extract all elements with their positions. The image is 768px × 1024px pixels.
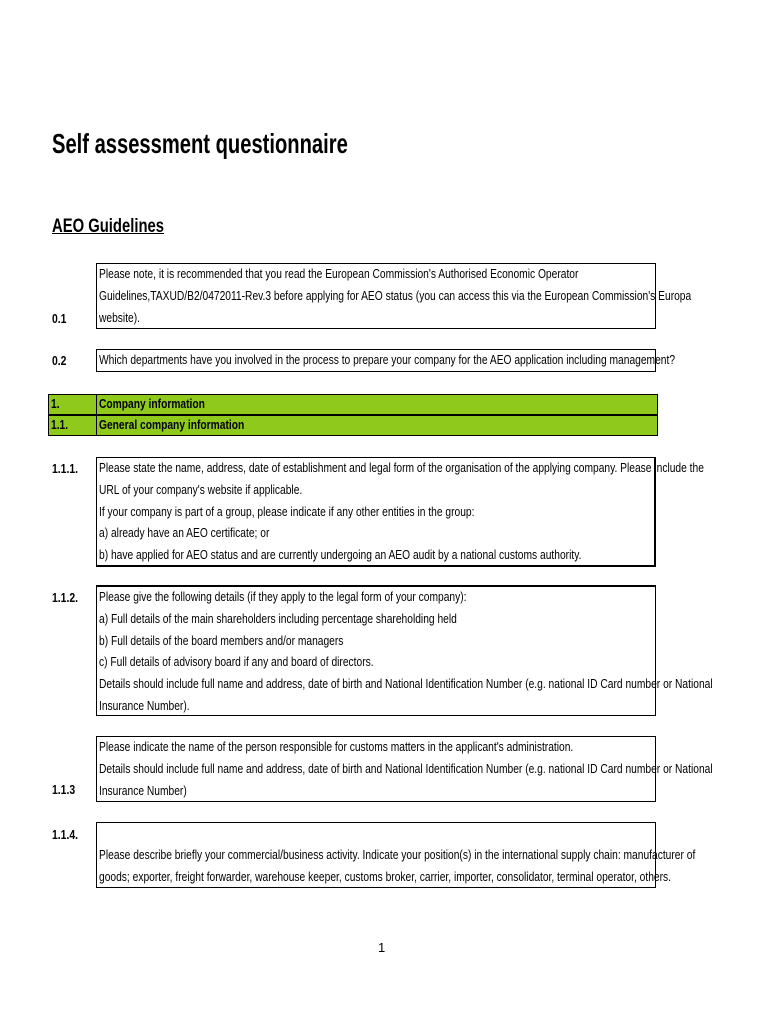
question-text: Guidelines,TAXUD/B2/0472011-Rev.3 before applying for AEO status (you can access this via the European Commission's Europa [99, 288, 692, 303]
question-text: Insurance Number). [99, 698, 190, 713]
question-number: 0.2 [52, 353, 67, 368]
question-box [96, 349, 676, 372]
section-row-number: 1. [49, 395, 97, 414]
document-title: Self assessment questionnaire [52, 128, 348, 159]
question-number: 0.1 [52, 311, 67, 326]
question-text: goods; exporter, freight forwarder, warehouse keeper, customs broker, carrier, importer, consolidator, terminal operator, others. [99, 869, 672, 884]
section-row-label: Company information [99, 397, 205, 411]
question-number: 1.1.2. [52, 590, 79, 605]
question-text: If your company is part of a group, please indicate if any other entities in the group: [99, 504, 475, 519]
question-text: website). [99, 310, 141, 325]
question-text: a) Full details of the main shareholders including percentage shareholding held [99, 611, 457, 626]
question-text: c) Full details of advisory board if any and board of directors. [99, 655, 374, 670]
question-text: b) Full details of the board members and/or managers [99, 633, 344, 648]
page-number: 1 [378, 940, 386, 955]
section-row-number: 1.1. [49, 416, 97, 435]
question-number: 1.1.3 [52, 782, 76, 797]
question-number: 1.1.1. [52, 461, 79, 476]
question-text: Insurance Number) [99, 783, 187, 798]
question-text: a) already have an AEO certificate; or [99, 526, 270, 541]
question-text: Please describe briefly your commercial/business activity. Indicate your position(s) in the international supply chain: manufacturer of [99, 847, 696, 862]
question-text [99, 823, 553, 845]
question-text: Please indicate the name of the person responsible for customs matters in the applicant's administration. [99, 740, 574, 754]
section-heading: AEO Guidelines [52, 216, 165, 237]
section-row-general-company-information [48, 415, 658, 436]
question-box [96, 736, 713, 802]
section-row-label: General company information [99, 418, 245, 432]
question-number: 1.1.4. [52, 827, 79, 842]
question-box [96, 585, 713, 716]
section-row-company-information [48, 394, 658, 415]
question-text: Which departments have you involved in the process to prepare your company for the AEO application including management? [99, 353, 676, 367]
question-box [96, 822, 696, 888]
question-text: Details should include full name and address, date of birth and National Identification Number (e.g. national ID Card number or National [99, 677, 713, 692]
question-text: b) have applied for AEO status and are currently undergoing an AEO audit by a national customs authority. [99, 548, 582, 563]
question-text: Please note, it is recommended that you read the European Commission's Authorised Economic Operator [99, 267, 579, 281]
question-box [96, 263, 692, 329]
question-text: Details should include full name and address, date of birth and National Identification Number (e.g. national ID Card number or National [99, 761, 713, 776]
question-box [96, 457, 704, 567]
question-text: URL of your company's website if applicable. [99, 482, 303, 497]
question-text: Please state the name, address, date of establishment and legal form of the organisation of the applying company. Please include the [99, 461, 704, 475]
question-text: Please give the following details (if they apply to the legal form of your company): [99, 590, 467, 604]
